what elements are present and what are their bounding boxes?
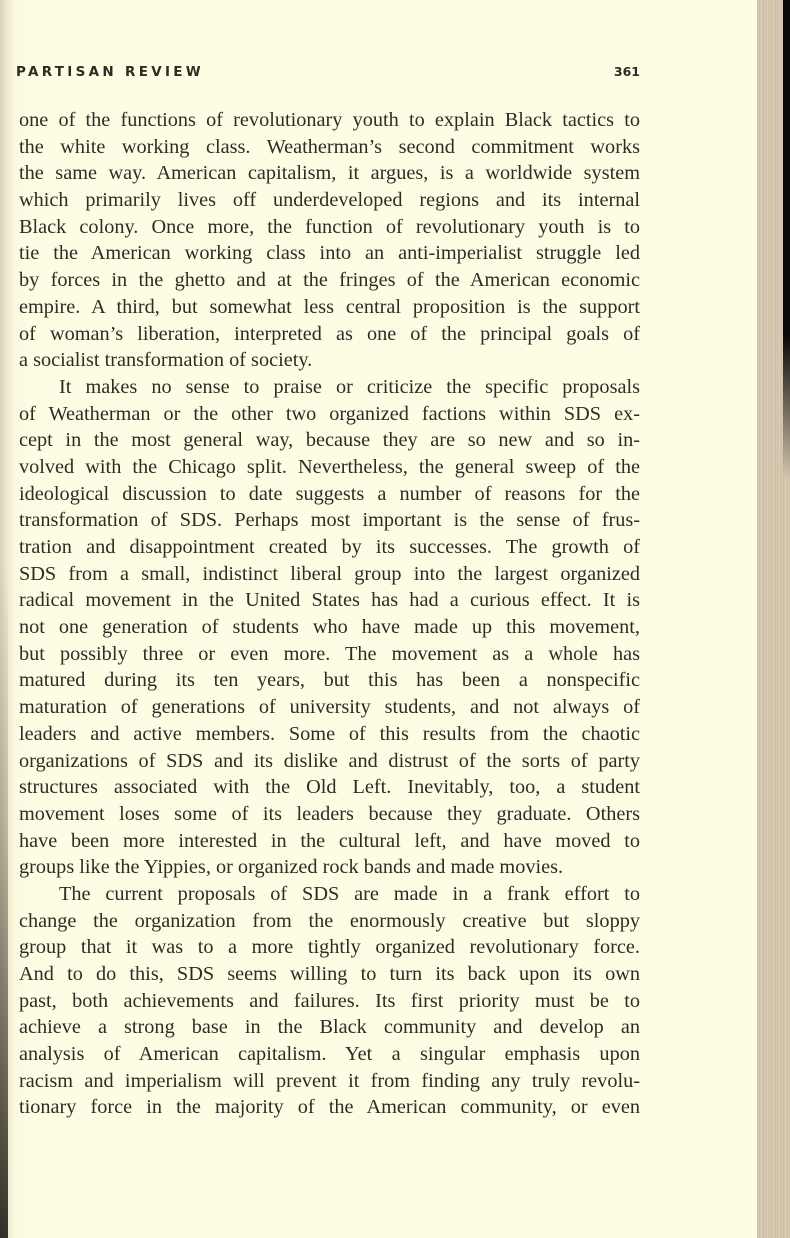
text-line: by forces in the ghetto and at the fringes of the American economic (19, 269, 640, 292)
text-line: transformation of SDS. Perhaps most important is the sense of frus- (19, 509, 640, 532)
text-line: tration and disappointment created by its successes. The growth of (19, 536, 640, 558)
text-line: The current proposals of SDS are made in a frank effort to (59, 882, 640, 905)
text-line: one of the functions of revolutionary youth to explain Black tactics to (19, 109, 640, 131)
paragraph (19, 374, 640, 881)
text-line: past, both achievements and failures. Its first priority must be to (19, 989, 640, 1012)
text-line: of Weatherman or the other two organized factions within SDS ex- (19, 402, 640, 425)
text-line: achieve a strong base in the Black community and develop an (19, 1016, 640, 1039)
text-line: matured during its ten years, but this has been a nonspecific (19, 669, 640, 692)
text-line: change the organization from the enormously creative but sloppy (19, 909, 640, 932)
text-line: movement loses some of its leaders because they graduate. Others (19, 802, 640, 825)
text-line: SDS from a small, indistinct liberal group into the largest organized (19, 562, 640, 585)
text-line: cept in the most general way, because they are so new and so in- (19, 429, 640, 452)
text-line: radical movement in the United States has had a curious effect. It is (19, 589, 640, 612)
text-line: racism and imperialism will prevent it from finding any truly revolu- (19, 1069, 640, 1092)
text-line: analysis of American capitalism. Yet a singular emphasis upon (19, 1043, 640, 1066)
text-line: maturation of generations of university students, and not always of (19, 696, 640, 719)
text-line: the white working class. Weatherman’s second commitment works (19, 135, 640, 158)
text-line: but possibly three or even more. The movement as a whole has (19, 642, 640, 665)
running-head (16, 64, 640, 80)
text-line: group that it was to a more tightly organized revolutionary force. (19, 936, 640, 959)
text-line: It makes no sense to praise or criticize the specific proposals (59, 375, 640, 398)
background-dark-edge (783, 0, 790, 480)
text-line: And to do this, SDS seems willing to turn its back upon its own (19, 963, 640, 985)
text-line: structures associated with the Old Left. Inevitably, too, a student (19, 776, 640, 799)
gutter-shadow (0, 560, 8, 1238)
text-line: empire. A third, but somewhat less central proposition is the support (19, 295, 640, 318)
page-number: 361 (613, 64, 640, 79)
text-line: of woman’s liberation, interpreted as one of the principal goals of (19, 322, 640, 345)
paragraph (19, 881, 640, 1121)
text-line: which primarily lives off underdeveloped regions and its internal (19, 189, 640, 212)
text-line: have been more interested in the cultural left, and have moved to (19, 829, 640, 852)
text-line: tionary force in the majority of the American community, or even (19, 1096, 640, 1119)
text-line: ideological discussion to date suggests a number of reasons for the (19, 482, 640, 505)
text-line: leaders and active members. Some of this results from the chaotic (19, 722, 640, 745)
journal-title: PARTISAN REVIEW (16, 64, 204, 80)
text-line: organizations of SDS and its dislike and distrust of the sorts of party (19, 749, 640, 772)
text-line: Black colony. Once more, the function of revolutionary youth is to (19, 215, 640, 238)
paragraph (19, 107, 640, 374)
text-line: volved with the Chicago split. Nevertheless, the general sweep of the (19, 455, 640, 478)
body-text (19, 107, 640, 1121)
text-line: a socialist transformation of society. (19, 349, 313, 372)
text-line: tie the American working class into an anti-imperialist struggle led (19, 242, 640, 265)
text-line: groups like the Yippies, or organized rock bands and made movies. (19, 856, 564, 879)
text-line: not one generation of students who have made up this movement, (19, 616, 640, 639)
text-line: the same way. American capitalism, it argues, is a worldwide system (19, 162, 640, 185)
